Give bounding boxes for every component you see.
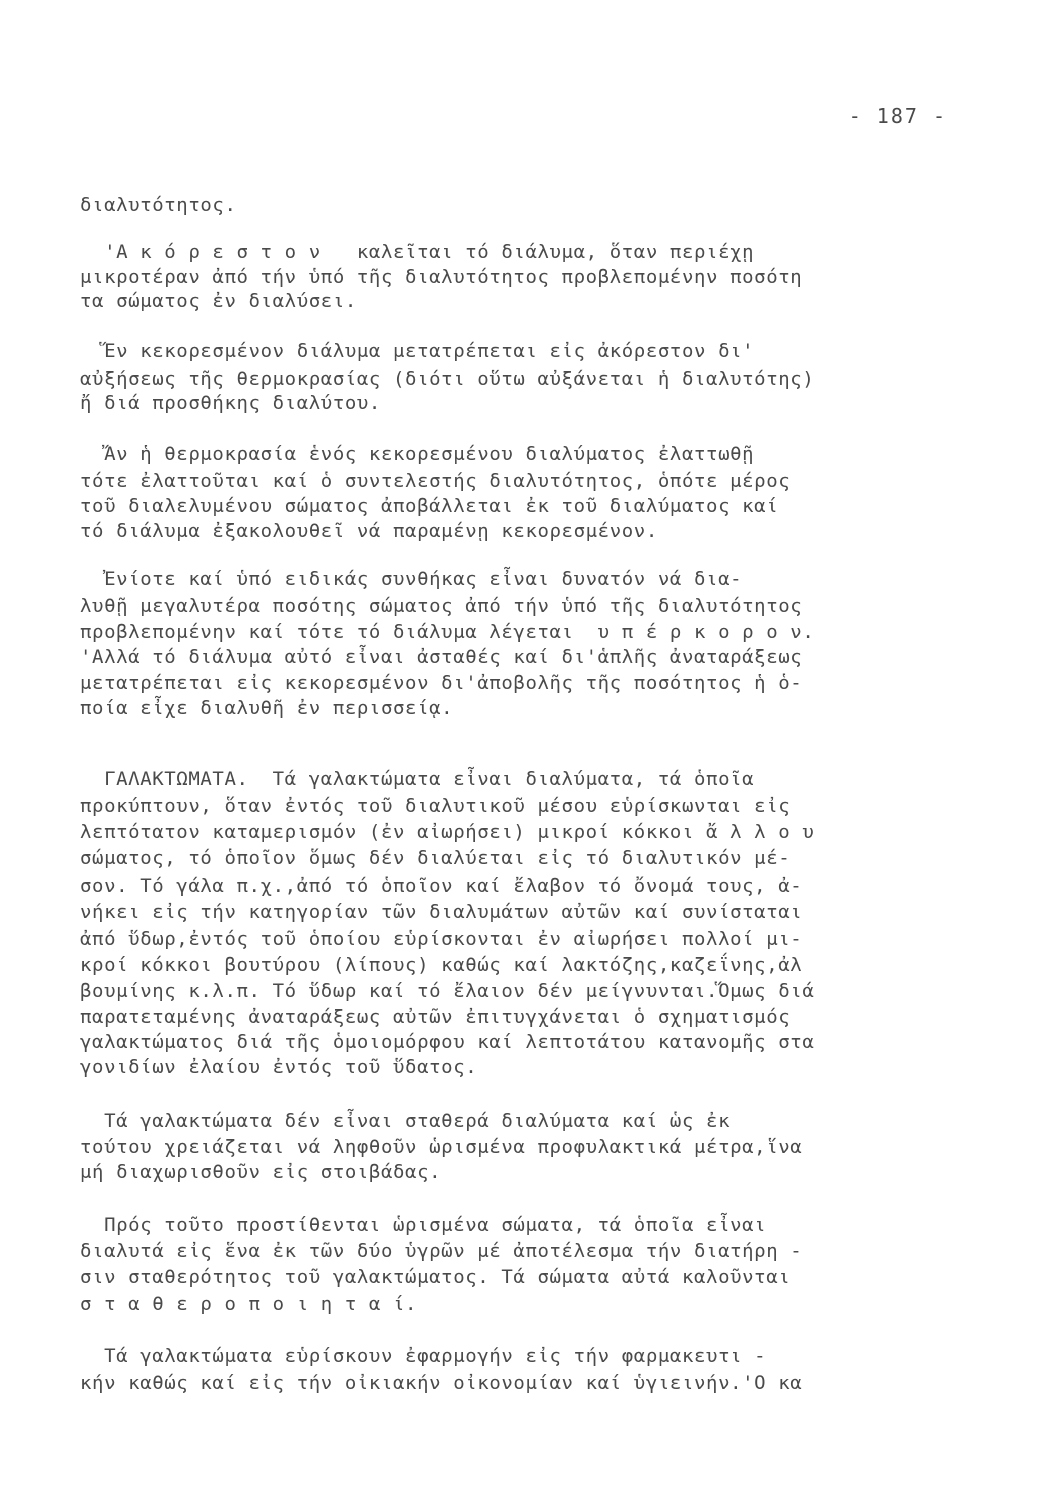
text-line: 'Α κ ό ρ ε σ τ ο ν καλεῖται τό διάλυμα, ὅταν περιέχῃ: [80, 241, 755, 263]
text-line: γονιδίων ἐλαίου ἐντός τοῦ ὕδατος.: [80, 1056, 478, 1078]
text-line: μετατρέπεται εἰς κεκορεσμένον δι'ἀποβολῆς τῆς ποσότητος ἡ ὁ-: [80, 672, 803, 694]
text-line: παρατεταμένης ἀναταράξεως αὐτῶν ἐπιτυγχάνεται ὁ σχηματισμός: [80, 1006, 791, 1028]
text-line: λεπτότατον καταμερισμόν (ἐν αἰωρήσει) μικροί κόκκοι ἄ λ λ ο υ: [80, 821, 815, 843]
text-line: ἤ διά προσθήκης διαλύτου.: [80, 392, 381, 414]
text-line: διαλυτότητος.: [80, 194, 237, 216]
text-line: τούτου χρειάζεται νά ληφθοῦν ὡρισμένα προφυλακτικά μέτρα,ἵνα: [80, 1136, 803, 1158]
text-line: προβλεπομένην καί τότε τό διάλυμα λέγεται υ π έ ρ κ ο ρ ο ν.: [80, 621, 815, 643]
text-line: λυθῇ μεγαλυτέρα ποσότης σώματος ἀπό τήν ὑπό τῆς διαλυτότητος: [80, 595, 803, 617]
text-line: κροί κόκκοι βουτύρου (λίπους) καθώς καί λακτόζης,καζεΐνης,ἀλ: [80, 954, 803, 976]
text-line: τοῦ διαλελυμένου σώματος ἀποβάλλεται ἐκ τοῦ διαλύματος καί: [80, 495, 779, 517]
text-line: σ τ α θ ε ρ ο π ο ι η τ α ί.: [80, 1293, 418, 1315]
text-line: αὐξήσεως τῆς θερμοκρασίας (διότι οὕτω αὐξάνεται ἡ διαλυτότης): [80, 368, 815, 390]
text-line: Ἐνίοτε καί ὑπό ειδικάς συνθήκας εἶναι δυνατόν νά δια-: [80, 568, 743, 590]
text-line: Ἕν κεκορεσμένον διάλυμα μετατρέπεται εἰς ἀκόρεστον δι': [80, 340, 755, 362]
text-line: Τά γαλακτώματα εὑρίσκουν ἐφαρμογήν εἰς τήν φαρμακευτι -: [80, 1345, 767, 1367]
text-line: κήν καθώς καί εἰς τήν οἰκιακήν οἰκονομίαν καί ὑγιεινήν.'Ο κα: [80, 1372, 803, 1394]
text-line: τό διάλυμα ἐξακολουθεῖ νά παραμένῃ κεκορεσμένον.: [80, 520, 658, 542]
text-line: Ἄν ἡ θερμοκρασία ἑνός κεκορεσμένου διαλύματος ἐλαττωθῇ: [80, 443, 755, 465]
text-line: Πρός τοῦτο προστίθενται ὡρισμένα σώματα, τά ὁποῖα εἶναι: [80, 1214, 767, 1236]
page-number: - 187 -: [848, 104, 947, 128]
text-line: τότε ἐλαττοῦται καί ὁ συντελεστής διαλυτότητος, ὁπότε μέρος: [80, 470, 791, 492]
text-line: ἀπό ὕδωρ,ἐντός τοῦ ὁποίου εὑρίσκονται ἐν αἰωρήσει πολλοί μι-: [80, 928, 803, 950]
text-line: 'Αλλά τό διάλυμα αὐτό εἶναι ἀσταθές καί δι'ἁπλῆς ἀναταράξεως: [80, 646, 803, 668]
text-line: σώματος, τό ὁποῖον ὅμως δέν διαλύεται εἰς τό διαλυτικόν μέ-: [80, 847, 791, 869]
text-line: τα σώματος ἐν διαλύσει.: [80, 290, 357, 312]
text-line: διαλυτά εἰς ἕνα ἐκ τῶν δύο ὑγρῶν μέ ἀποτέλεσμα τήν διατήρη -: [80, 1240, 803, 1262]
text-line: γαλακτώματος διά τῆς ὁμοιομόρφου καί λεπτοτάτου κατανομῆς στα: [80, 1031, 815, 1053]
text-line: νήκει εἰς τήν κατηγορίαν τῶν διαλυμάτων αὐτῶν καί συνίσταται: [80, 901, 803, 923]
text-line: μή διαχωρισθοῦν εἰς στοιβάδας.: [80, 1161, 442, 1183]
text-line: μικροτέραν ἀπό τήν ὑπό τῆς διαλυτότητος προβλεπομένην ποσότη: [80, 266, 803, 288]
text-line: προκύπτουν, ὅταν ἐντός τοῦ διαλυτικοῦ μέσου εὑρίσκωνται εἰς: [80, 795, 791, 817]
text-line: ποία εἶχε διαλυθῆ ἐν περισσείᾳ.: [80, 697, 454, 719]
text-line: σιν σταθερότητος τοῦ γαλακτώματος. Τά σώματα αὐτά καλοῦνται: [80, 1266, 791, 1288]
section-heading-line: ΓΑΛΑΚΤΩΜΑΤΑ. Τά γαλακτώματα εἶναι διαλύματα, τά ὁποῖα: [80, 768, 755, 790]
text-line: βουμίνης κ.λ.π. Τό ὕδωρ καί τό ἔλαιον δέν μείγνυνται.Ὅμως διά: [80, 980, 815, 1002]
text-line: Τά γαλακτώματα δέν εἶναι σταθερά διαλύματα καί ὡς ἐκ: [80, 1110, 731, 1132]
text-line: σον. Τό γάλα π.χ.,ἀπό τό ὁποῖον καί ἔλαβον τό ὄνομά τους, ἀ-: [80, 875, 803, 897]
